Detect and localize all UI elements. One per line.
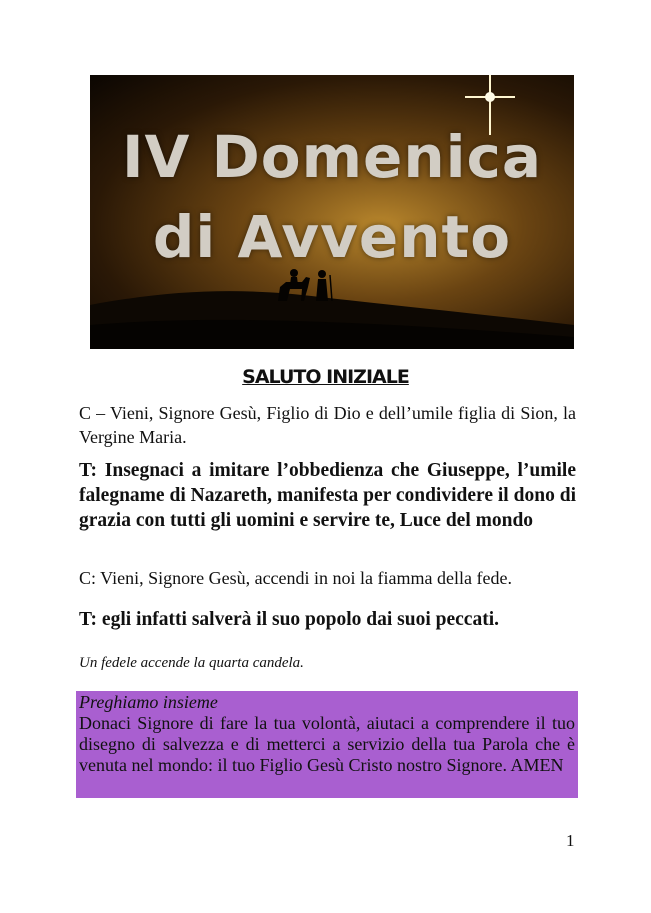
rubric-instruction: Un fedele accende la quarta candela.	[79, 655, 304, 671]
celebrant-greeting: C – Vieni, Signore Gesù, Figlio di Dio e dell’umile figlia di Sion, la Vergine Maria.	[79, 403, 576, 447]
travelers-silhouette	[278, 269, 332, 301]
banner-image	[90, 75, 574, 349]
banner-title-line2: di Avvento	[152, 203, 512, 271]
celebrant-invocation: C: Vieni, Signore Gesù, accendi in noi la fiamma della fede.	[79, 568, 512, 588]
prayer-text: Donaci Signore di fare la tua volontà, aiutaci a comprendere il tuo disegno di salvezza e di metterci a servizio della tua Parola che è venuta nel mondo: il tuo Figlio Gesù Cristo nostro Signore. AMEN	[79, 713, 575, 775]
prayer-title: Preghiamo insieme	[79, 692, 218, 712]
banner-title-line1: IV Domenica	[121, 123, 543, 191]
assembly-response: T: Insegnaci a imitare l’obbedienza che Giuseppe, l’umile falegname di Nazareth, manifesta per condividere il dono di grazia con tutti gli uomini e servire te, Luce del mondo	[79, 460, 576, 531]
page-number: 1	[566, 831, 575, 850]
assembly-reply: T: egli infatti salverà il suo popolo dai suoi peccati.	[79, 609, 499, 630]
prayer-box	[76, 691, 578, 798]
section-heading: SALUTO INIZIALE	[242, 366, 409, 388]
